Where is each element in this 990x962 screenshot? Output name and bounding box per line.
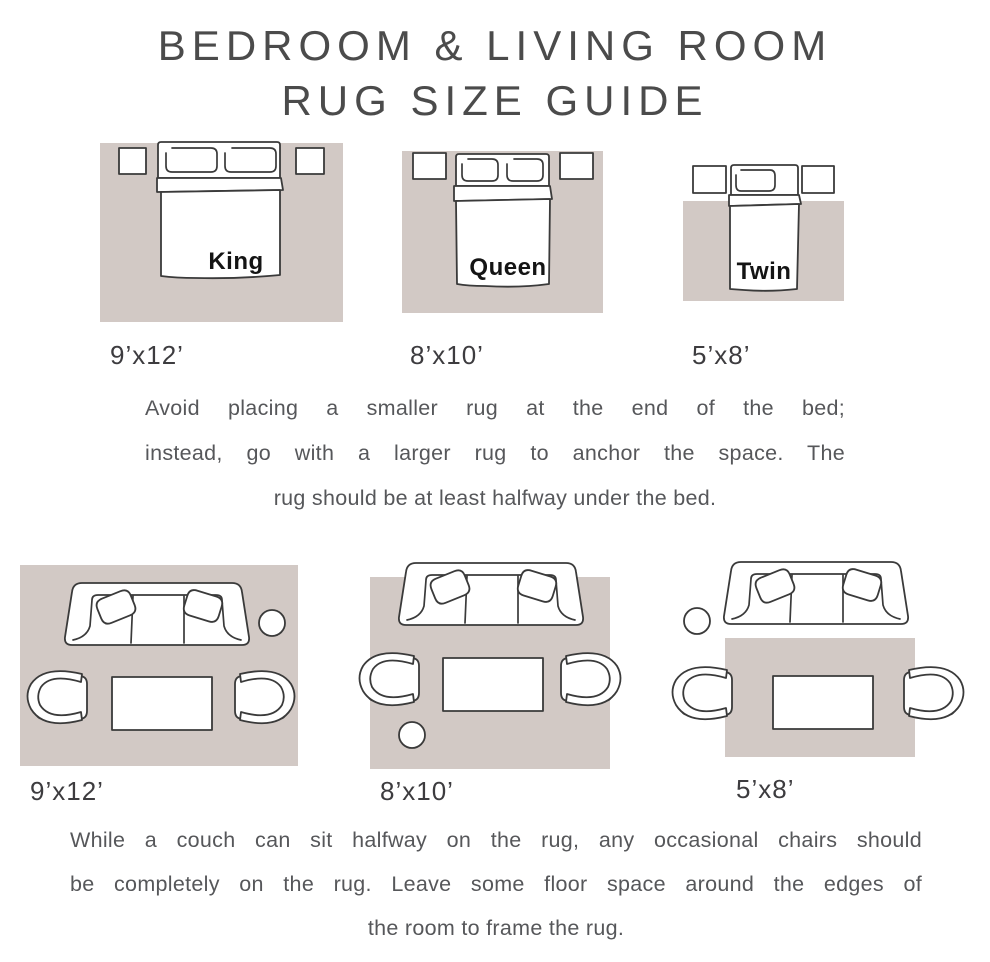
title-line-1: BEDROOM & LIVING ROOM [157, 22, 833, 69]
nightstand-right [560, 153, 593, 179]
queen-bed [454, 154, 552, 287]
coffee-table [773, 676, 873, 729]
living-rug-size-8x10: 8’x10’ [380, 776, 454, 806]
living-rug-size-5x8: 5’x8’ [736, 774, 795, 804]
sofa [399, 563, 583, 625]
coffee-table [112, 677, 212, 730]
nightstand-left [693, 166, 726, 193]
sofa [724, 562, 908, 624]
bed-size-label: King [208, 248, 264, 275]
armchair-right [561, 653, 621, 705]
armchair-right [904, 667, 964, 719]
bedroom-diagram-8x10 [390, 140, 615, 322]
living-tip-line-3: the room to frame the rug. [367, 916, 625, 940]
armchair-left [28, 671, 88, 723]
sofa [65, 583, 249, 645]
bedroom-tip-line-1: Avoid placing a smaller rug at the end of the bed; [145, 396, 845, 420]
living-tip-line-1: While a couch can sit halfway on the rug, any occasional chairs should [70, 828, 922, 852]
armchair-right [235, 671, 295, 723]
page-title [0, 18, 990, 128]
bed-size-label: Queen [469, 254, 547, 281]
nightstand-left [119, 148, 146, 174]
living-room-tip [70, 818, 922, 950]
side-table [259, 610, 285, 636]
coffee-table [443, 658, 543, 711]
nightstand-left [413, 153, 446, 179]
nightstand-right [802, 166, 834, 193]
twin-bed [729, 165, 801, 291]
armchair-left [673, 667, 733, 719]
living-room-diagram-5x8 [655, 550, 975, 768]
king-bed [157, 142, 283, 278]
living-rug-size-9x12: 9’x12’ [30, 776, 104, 806]
living-room-diagram-8x10 [340, 550, 640, 782]
bed-size-label: Twin [736, 258, 792, 285]
bedroom-tip [145, 386, 845, 521]
living-room-diagram-9x12 [10, 555, 320, 783]
bedroom-rug-size-5x8: 5’x8’ [692, 340, 751, 370]
bedroom-rug-size-9x12: 9’x12’ [110, 340, 184, 370]
bedroom-diagram-9x12 [88, 136, 358, 332]
nightstand-right [296, 148, 324, 174]
bedroom-rug-size-8x10: 8’x10’ [410, 340, 484, 370]
ottoman [399, 722, 425, 748]
title-line-2: RUG SIZE GUIDE [281, 77, 709, 124]
armchair-left [360, 653, 420, 705]
bedroom-tip-line-3: rug should be at least halfway under the bed. [273, 486, 717, 510]
bedroom-tip-line-2: instead, go with a larger rug to anchor the space. The [145, 441, 845, 465]
bedroom-diagram-5x8 [660, 140, 875, 310]
living-tip-line-2: be completely on the rug. Leave some floor space around the edges of [70, 872, 922, 896]
ottoman [684, 608, 710, 634]
